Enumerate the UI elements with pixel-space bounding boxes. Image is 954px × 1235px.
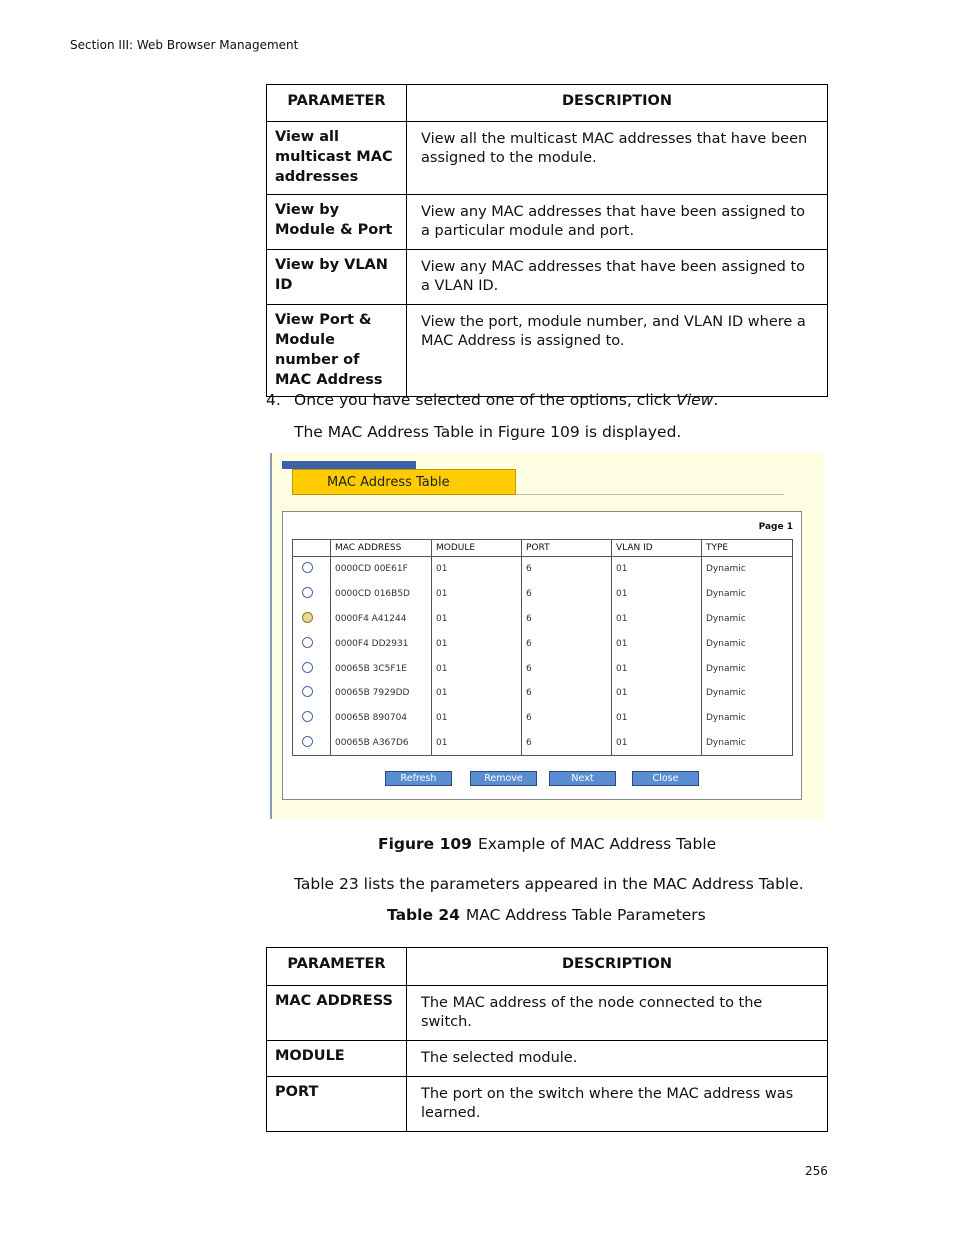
description-header: DESCRIPTION bbox=[407, 85, 828, 122]
row-select-cell[interactable] bbox=[293, 731, 331, 756]
row-select-cell[interactable] bbox=[293, 557, 331, 582]
mac-address-cell: 00065B 890704 bbox=[331, 706, 432, 731]
desc-cell: The port on the switch where the MAC address was learned. bbox=[407, 1077, 828, 1132]
table-row[interactable] bbox=[293, 557, 793, 582]
row-radio-button[interactable] bbox=[302, 637, 313, 648]
figure-label: Figure 109 bbox=[378, 835, 472, 853]
step-emphasis: View bbox=[676, 391, 714, 409]
type-cell: Dynamic bbox=[702, 731, 793, 756]
module-cell: 01 bbox=[432, 706, 522, 731]
mac-table-parameters bbox=[266, 947, 828, 1132]
mac-address-cell: 00065B 7929DD bbox=[331, 681, 432, 706]
desc-cell: The MAC address of the node connected to the switch. bbox=[407, 986, 828, 1041]
row-radio-button[interactable] bbox=[302, 736, 313, 747]
table-intro-text: Table 23 lists the parameters appeared in the MAC Address Table. bbox=[294, 875, 804, 893]
type-cell: Dynamic bbox=[702, 706, 793, 731]
module-cell: 01 bbox=[432, 631, 522, 656]
port-cell: 6 bbox=[522, 607, 612, 632]
param-cell: PORT bbox=[267, 1077, 407, 1132]
mac-table-panel bbox=[282, 511, 802, 800]
mac-address-cell: 0000CD 00E61F bbox=[331, 557, 432, 582]
vlan-id-cell: 01 bbox=[612, 607, 702, 632]
module-cell: 01 bbox=[432, 731, 522, 756]
row-select-cell[interactable] bbox=[293, 681, 331, 706]
module-cell: 01 bbox=[432, 557, 522, 582]
row-radio-button[interactable] bbox=[302, 612, 313, 623]
figure-caption bbox=[378, 835, 716, 853]
port-cell: 6 bbox=[522, 706, 612, 731]
param-cell: MODULE bbox=[267, 1041, 407, 1077]
param-cell: View all multicast MAC addresses bbox=[267, 122, 407, 195]
desc-cell: View all the multicast MAC addresses that have been assigned to the module. bbox=[407, 122, 828, 195]
vlan-id-cell: 01 bbox=[612, 631, 702, 656]
module-cell: 01 bbox=[432, 656, 522, 681]
vlan-id-cell: 01 bbox=[612, 582, 702, 607]
desc-cell: The selected module. bbox=[407, 1041, 828, 1077]
description-header: DESCRIPTION bbox=[407, 948, 828, 986]
col-port: PORT bbox=[522, 540, 612, 557]
row-select-cell[interactable] bbox=[293, 582, 331, 607]
row-select-cell[interactable] bbox=[293, 656, 331, 681]
parameter-header: PARAMETER bbox=[267, 85, 407, 122]
page-label: Page 1 bbox=[758, 522, 793, 532]
col-module: MODULE bbox=[432, 540, 522, 557]
table-caption-text: MAC Address Table Parameters bbox=[465, 906, 706, 924]
tab-divider bbox=[516, 494, 784, 495]
module-cell: 01 bbox=[432, 582, 522, 607]
mac-address-cell: 0000CD 016B5D bbox=[331, 582, 432, 607]
step-punct: . bbox=[713, 391, 719, 409]
table-caption bbox=[387, 906, 706, 924]
mac-address-table-figure bbox=[270, 453, 824, 819]
mac-address-cell: 00065B 3C5F1E bbox=[331, 656, 432, 681]
options-parameter-table bbox=[266, 84, 828, 397]
table-row[interactable] bbox=[293, 706, 793, 731]
vlan-id-cell: 01 bbox=[612, 706, 702, 731]
row-select-cell[interactable] bbox=[293, 631, 331, 656]
row-select-cell[interactable] bbox=[293, 607, 331, 632]
mac-address-cell: 0000F4 A41244 bbox=[331, 607, 432, 632]
param-cell: View by Module & Port bbox=[267, 195, 407, 250]
refresh-button[interactable]: Refresh bbox=[385, 771, 452, 786]
vlan-id-cell: 01 bbox=[612, 731, 702, 756]
type-cell: Dynamic bbox=[702, 607, 793, 632]
table-row[interactable] bbox=[293, 607, 793, 632]
step-number: 4. bbox=[266, 391, 281, 409]
vlan-id-cell: 01 bbox=[612, 557, 702, 582]
desc-cell: View any MAC addresses that have been assigned to a particular module and port. bbox=[407, 195, 828, 250]
col-mac-address: MAC ADDRESS bbox=[331, 540, 432, 557]
row-radio-button[interactable] bbox=[302, 587, 313, 598]
module-cell: 01 bbox=[432, 607, 522, 632]
table-row[interactable] bbox=[293, 631, 793, 656]
page-number: 256 bbox=[805, 1164, 828, 1178]
type-cell: Dynamic bbox=[702, 631, 793, 656]
param-cell: MAC ADDRESS bbox=[267, 986, 407, 1041]
param-cell: View Port & Module number of MAC Address bbox=[267, 305, 407, 397]
mac-address-grid bbox=[292, 539, 793, 756]
select-column-header bbox=[293, 540, 331, 557]
close-button[interactable]: Close bbox=[632, 771, 699, 786]
parameter-header: PARAMETER bbox=[267, 948, 407, 986]
row-radio-button[interactable] bbox=[302, 662, 313, 673]
section-header: Section III: Web Browser Management bbox=[70, 38, 299, 52]
type-cell: Dynamic bbox=[702, 557, 793, 582]
title-bar-accent bbox=[282, 461, 416, 469]
action-buttons bbox=[283, 771, 801, 787]
col-type: TYPE bbox=[702, 540, 793, 557]
module-cell: 01 bbox=[432, 681, 522, 706]
row-radio-button[interactable] bbox=[302, 686, 313, 697]
type-cell: Dynamic bbox=[702, 582, 793, 607]
table-row[interactable] bbox=[293, 681, 793, 706]
port-cell: 6 bbox=[522, 681, 612, 706]
figure-caption-text: Example of MAC Address Table bbox=[477, 835, 717, 853]
mac-table-tab[interactable]: MAC Address Table bbox=[292, 469, 516, 495]
port-cell: 6 bbox=[522, 656, 612, 681]
port-cell: 6 bbox=[522, 557, 612, 582]
vlan-id-cell: 01 bbox=[612, 656, 702, 681]
port-cell: 6 bbox=[522, 582, 612, 607]
figure-intro-text: The MAC Address Table in Figure 109 is displayed. bbox=[294, 423, 682, 441]
step-text: Once you have selected one of the options, click bbox=[294, 391, 677, 409]
remove-button[interactable]: Remove bbox=[470, 771, 537, 786]
step-4 bbox=[266, 391, 718, 409]
row-radio-button[interactable] bbox=[302, 562, 313, 573]
mac-address-cell: 0000F4 DD2931 bbox=[331, 631, 432, 656]
desc-cell: View the port, module number, and VLAN ID where a MAC Address is assigned to. bbox=[407, 305, 828, 397]
table-label: Table 24 bbox=[387, 906, 460, 924]
vlan-id-cell: 01 bbox=[612, 681, 702, 706]
desc-cell: View any MAC addresses that have been assigned to a VLAN ID. bbox=[407, 250, 828, 305]
row-select-cell[interactable] bbox=[293, 706, 331, 731]
col-vlan-id: VLAN ID bbox=[612, 540, 702, 557]
type-cell: Dynamic bbox=[702, 681, 793, 706]
table-row[interactable] bbox=[293, 656, 793, 681]
table-row[interactable] bbox=[293, 582, 793, 607]
table-row[interactable] bbox=[293, 731, 793, 756]
next-button[interactable]: Next bbox=[549, 771, 616, 786]
param-cell: View by VLAN ID bbox=[267, 250, 407, 305]
mac-address-cell: 00065B A367D6 bbox=[331, 731, 432, 756]
port-cell: 6 bbox=[522, 731, 612, 756]
row-radio-button[interactable] bbox=[302, 711, 313, 722]
port-cell: 6 bbox=[522, 631, 612, 656]
type-cell: Dynamic bbox=[702, 656, 793, 681]
